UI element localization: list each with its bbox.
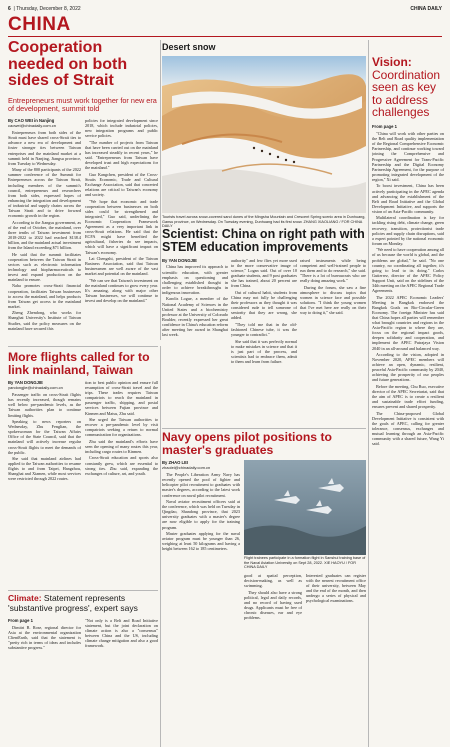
sidebar-para: According to the vision, adopted in November 2020, APEC members will achieve an open, dynamic, resilient, peaceful Asia-Pacific community by 2040, achieving the prosperity of our peoples and future generations. (372, 351, 444, 383)
story1-headline: Cooperation needed on both sides of Strait (8, 39, 128, 89)
story1-col2 (85, 118, 158, 339)
climate-col1 (8, 618, 81, 745)
story-divider (8, 590, 158, 591)
story1-para: He said that the summit facilitates cooperation between the Taiwan Strait in sectors such as electronic information technology and biopharmaceuticals to invest and expand production on the mainland to ensure. (8, 251, 81, 282)
sidebar-title-rest: Coordination seen as key to address challenges (372, 67, 441, 119)
photo2-caption: Flight trainees participate in a formation flight in Sanshui training base of the Naval Aviation University on Sept 28, 2022. XIE HAOYU / FOR CHINA DAILY (244, 556, 366, 569)
desert-dunes-image (162, 56, 366, 213)
story4-col1 (162, 460, 240, 745)
story2-para: "They told me that in the old-fashioned Chinese tube, it was the younger to contradict." (231, 321, 297, 338)
story3-para: Speaking to news reporters on Wednesday, Zhu Fenglian, the spokeswoman for the Taiwan Affairs Office of the State Council, said that the mainland will actively increase regular cross-Strait flights to meet the demands of the public. (8, 419, 81, 455)
story1-email: caowei@chinadaily.com.cn (8, 123, 57, 129)
story1-para: According to the Jiangsu government, as of the end of October, the mainland, over three tenths of Taiwan investment from 2018-2022 to 2022 had reached $138.4 billion, and the mainland actual investment from the Island exceeding $71 billion. (8, 219, 81, 251)
story2-para: Karolis Logue, a member of the National Academy of Sciences in the United States and a biochemistry professor at the University of Colorado Boulder, recently expressed her great confidence in China's education reform after meeting her award in Shanghai last week. (162, 296, 228, 338)
story2-para: authority" and few flies yet more used to the more conservative image of science," Logan said. Out of over 10 graduate students, and 9 post graduates she has trained, about 20 percent are from China. (231, 258, 297, 289)
masthead (8, 4, 442, 14)
story3-col2 (85, 380, 158, 585)
section-title: CHINA (8, 14, 71, 35)
story4-para: They should also have a strong political, legal and daily records, and no record of having used drugs. Applicants must be free of chronic diseases, ear and eye problems. (244, 589, 302, 621)
story1-para: Naha promotes cross-Strait financial cooperation, facilitates Taiwan businesses to access the mainland, and helps products from Taiwan get access to the mainland market. (8, 283, 81, 309)
story1-deck: Entrepreneurs must work together for new era of development, summit told (8, 96, 157, 114)
sidebar-headline (372, 56, 444, 119)
flight-trainees-photo (244, 460, 366, 555)
column-divider (160, 346, 161, 747)
story2-headline: Scientist: China on right path with STEM education improvements (162, 227, 365, 254)
sidebar-para: The 2022 APEC Economic Leaders' Meeting in Bangkok endorsed the Bangkok Goals on Bio-Circular-Green Economy. The foreign Minister has said that China hopes all parties will remember what brought countries and regions in the Asia-Pacific region to where they are, focus on the regional impact goods, deepen solidarity and cooperation, and implement the APEC Putrajaya Vision 2040 in an all-around and balanced way. (372, 294, 444, 351)
story2-col2 (231, 258, 297, 426)
sidebar-title-main: Vision: (372, 55, 412, 69)
story1-para: policies for integrated development since 2018, which include industrial policies, new integration programs and public service policies. (85, 118, 158, 139)
sidebar-para: Multilateral coordination is key for tackling rising debt, climate change, green recovery, transition, protectionist trade policies and supply chain disruptions, said a expert pointed by the national economic forum on Monday. (372, 215, 444, 246)
story2-col3 (300, 258, 366, 426)
story1-col1 (8, 118, 81, 339)
story4-email: zhaolei@chinadaily.com.cn (162, 465, 211, 471)
story2-para: Out of cultural habit, students from China may not fully be challenging their professors as they thought it was considered rude to tell someone of seniority that they are wrong, she added. (231, 289, 297, 321)
page-date: 6 | Thursday, December 8, 2022 (8, 6, 81, 12)
story2-byline: By YAN DONGJIE (162, 258, 197, 263)
sidebar-from-page: From page 1 (372, 124, 397, 129)
sidebar-para: Before the meeting, Chu Ruo, executive director of the APEC Secretariat, said that the aim of APEC is to create a resilient and sustainable trade effort funding, ensures prevent and shared prosperity. (372, 383, 444, 410)
climate-col2 (85, 618, 158, 745)
story1-para: Many of the 800 participants of the 2022 summer conference of the Summit for Entrepreneurs across the Taiwan Strait, including members of the summit's council, entrepreneurs and researchers from both sides, expressed hopes of enhancing the integration and development of industrial and supply chains across the Taiwan Strait and to drive forward economic growth in the region. (8, 167, 81, 219)
story1-para: "We can see that Taiwan's investment on the mainland continues to grow every year. It's amazing, along with major other Taiwan businesses, we will continue to invest and develop on the mainland." (85, 277, 158, 304)
story4-byline: By ZHAO LEI (162, 460, 189, 465)
section-rule (8, 36, 442, 37)
story3-para: She urged the Taiwan authorities to recover a pre-pandemic level by visit compatriots seeking a return to normal communication for organizations. (85, 417, 158, 438)
climate-from-page: From page 1 (8, 618, 33, 623)
sidebar-para: "We need to have cooperation among all of us because the world is global, and the problems are global," he said. "No one country, no coordinating all together, it's going to lead to its doing." Carlos Gutierrez, director of the APEC Policy Support Unit, said on the sidelines of the 34th meeting on the APEC Regional Trade Agreements. (372, 247, 444, 294)
story3-para: Passenger traffic on cross-Strait flights has recently increased, though remains well below pre-pandemic levels, as the Taiwan authorities plan to continue limiting flights. (8, 392, 81, 418)
story-divider (8, 346, 158, 347)
paper-name: CHINA DAILY (410, 6, 442, 12)
story1-para: Lai Chengzhi, president of the Taiwan Business Association, said that Taiwan businessmen are well aware of the vast market and potential on the mainland. (85, 256, 158, 277)
story1-para: Entrepreneurs from both sides of the Strait must have shared cross-Strait ties to advance a new era of development and foster stronger ties between Taiwan enterprises and the mainland market at a summit held in Nanjing, Jiangsu province, from Tuesday to Wednesday. (8, 130, 81, 166)
photo-caption: Tourists travel across snow-covered sand dunes of the Mingsha Mountain and Crescent Spring scenic area in Dunhuang, Gansu province, on Wednesday. On Tuesday evening, Dunhuang had its first snow. ZHANG XIAOLIANG / FOR CHINA DAILY (162, 215, 366, 229)
story2-para: raised instruments while being competent and well-trained people to run them and to do research," she said. "There is a lot of bureaucrats who are really doing amazing work." (300, 258, 366, 284)
story3-byline: By YAN DONGJIE (8, 380, 43, 385)
sidebar-para: The China-proposed Global Development Initiative is consistent with the goals of APEC, calling for greater tolerance, consensus, exchanges and mutual learning through an Asia-Pacific community with a shared future, Wang Yi said. (372, 410, 444, 447)
story1-para: Zheng Zhendong, who works for Shanghai University's Institute of Taiwan Studies, said the policy measures on the mainland have secured this (8, 310, 81, 331)
story4-headline: Navy opens pilot positions to master's graduates (162, 430, 332, 457)
story1-para: Guo Kangchen, president of the Cross-Straits Economic, Trade and Cultural Exchange Association, said that concerted relations are critical to Taiwan's economy and society. (85, 171, 158, 198)
photo-label: Desert snow (162, 42, 216, 52)
story4-para: good at spatial perception, decision-making, as well as swimming. (244, 573, 302, 589)
climate-para: "Not only is a Belt and Road Initiative statement, but the joint declaration on climate action is also a "consensus" between China and the US, including climate change mitigation and also a good framework. (85, 618, 158, 649)
story4-para: Interested graduates can register with the nearest recruitment office of their university, between May and the end of the month, and then undergo a series of physical and psychological examinations. (306, 573, 366, 604)
page-number: 6 (8, 6, 11, 12)
story2-para: During the forum, she saw a fine atmosphere to discuss topics that women in science face and possible solutions. "I think the young women that I've met here are really on their way to doing it," she said. (300, 284, 366, 316)
climate-title: Statement represents 'substantive progress', expert says (8, 593, 138, 613)
story4-para: Master graduates applying for the naval aviator program must be younger than 26, weighing at least 50 kilograms and having a height between 162 to 185 centimeters. (162, 531, 240, 552)
climate-para: Dimitri B. Rose, regional director for Asia at the environmental organization ClientEarth, said that the statement is "pretty rich in terms of ideas and includes substantive progress." (8, 625, 81, 651)
column-divider (368, 40, 369, 747)
sidebar-body (372, 124, 444, 744)
story-divider (162, 428, 366, 429)
story1-para: "We hope that economic and trade cooperation between businesses on both sides could be strengthened and integrated," Guo said, underlining the Economic Cooperation Framework Agreement as a very important link in cross-Strait relations. He said that the ECFA might have benefited the agricultural, fisheries do see impacts, which will have a significant impact on Taiwan's economy. (85, 198, 158, 255)
story4-col3 (306, 573, 366, 745)
aircraft-formation-image (244, 460, 366, 555)
sidebar-para: "China will work with other parties on the Belt and Road quality implementation of the Regional Comprehensive Economic Partnership, and continue working toward joining the Comprehensive and Progressive Agreement for Trans-Pacific Partnership and the Digital Economy Partnership Agreement, for the purpose of promoting integrated development of the region," Xi said. (372, 131, 444, 182)
column-divider (160, 40, 161, 340)
story3-para: She said that mainland airlines had applied to the Taiwan authorities to resume flights to and from Taipei, Hangzhou, Shanghai and Xiamen, while most services were restricted through 2022 routes. (8, 456, 81, 482)
story2-para: China has improved its approach to scientific education, with greater emphasis on questioning and challenging established thought in order to achieve breakthroughs in indigenous innovation. (162, 264, 228, 295)
story2-para: She said that it was perfectly normal to make mistakes in science and that it is just part of the process, and scientists had to embrace them, admit to them and learn from failure. (231, 338, 297, 364)
story1-byline: By CAO WEI in Nanjing (8, 118, 55, 123)
story3-para: tion to best public opinion and ensure full resumption of cross-Strait travel and the trips. These trades requires Taiwan compatriots to reach the mainland in passenger traffic, shipping, and postal services between Fujian province and Kinmen and Matsu, Zhu said. (85, 380, 158, 416)
story3-col1 (8, 380, 81, 585)
climate-label: Climate: (8, 593, 42, 603)
sidebar-para: To boost investment, China has been actively participating in the APEC agenda and advancing the establishment of the Belt and Road Initiative and the Global Development Initiative, and supports the vision of an Asia-Pacific community. (372, 183, 444, 214)
story4-para: The People's Liberation Army Navy has recently opened the pool of fighter and helicopter pilot recruitment to graduates with master's degrees, according to the latest work conference on naval pilot recruitment. (162, 472, 240, 498)
issue-date: Thursday, December 8, 2022 (16, 6, 81, 12)
desert-snow-photo (162, 56, 366, 213)
story4-col2 (244, 573, 302, 745)
story2-col1 (162, 258, 228, 426)
climate-headline (8, 594, 160, 613)
story3-email: yandongjie@chinadaily.com.cn (8, 385, 63, 391)
story3-para: Cross-Strait education and sports also constantly grew, which are essential to strong ties. Zhu said, expanding the exchanges of culture, art, and youth. (85, 455, 158, 476)
story3-headline: More flights called for to link mainland, Taiwan (8, 350, 150, 377)
story3-para: Zhu said the mainland's efforts have seen the opening of many routes this year, including cargo routes to Kinmen. (85, 438, 158, 454)
story1-para: "The number of projects from Taiwan that have been carried out on the mainland has increased steadily in recent years," he said. "Entrepreneurs from Taiwan have developed trust and high expectations for the mainland." (85, 139, 158, 171)
story4-para: Naval aviator recruitment officers said at the conference, which was held on Tuesday in Qingdao, Shandong province, that 2023 university graduates with a master's degree are now eligible to apply for the training program. (162, 499, 240, 530)
